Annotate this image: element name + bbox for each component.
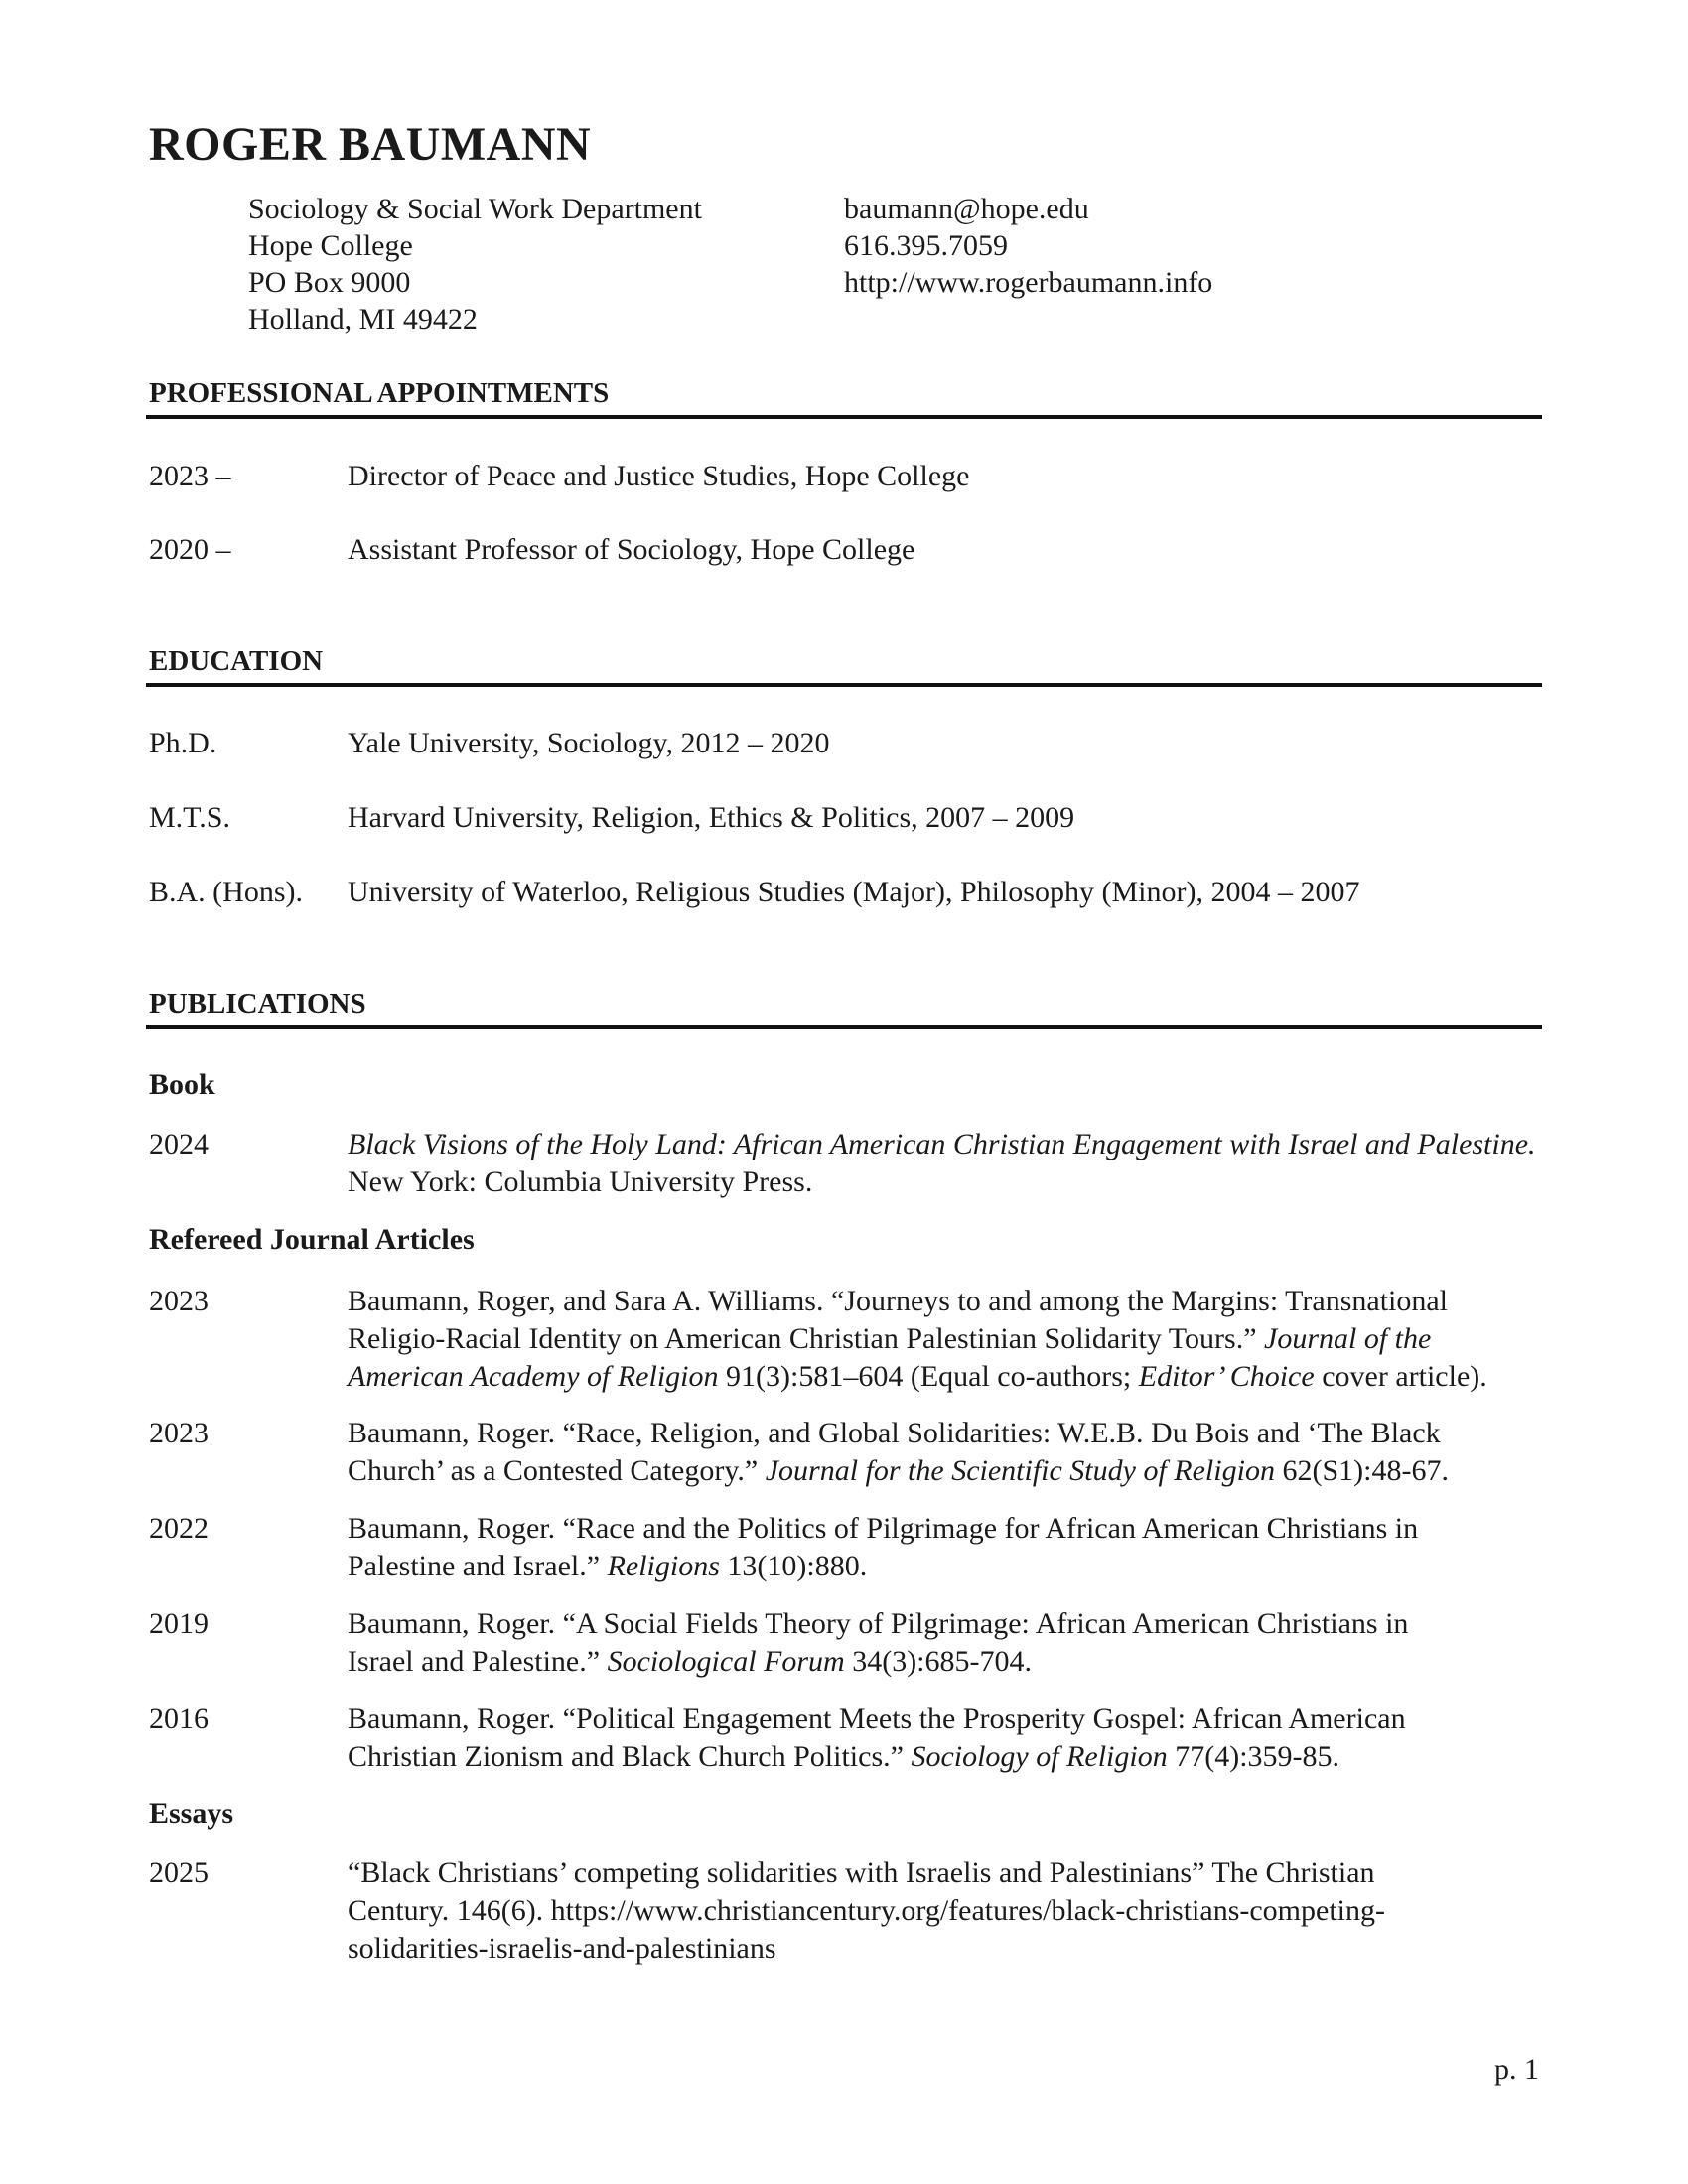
degree: Ph.D.	[149, 727, 217, 759]
address-block	[248, 191, 702, 338]
journal-name: Sociology of Religion	[911, 1740, 1168, 1773]
citation-line: Christian Zionism and Black Church Politics.”	[348, 1740, 904, 1773]
citation-line: Church’ as a Contested Category.”	[348, 1454, 759, 1487]
journal-name: Journal for the Scientific Study of Religion	[765, 1454, 1275, 1487]
contact-block	[844, 191, 1212, 301]
email-link[interactable]: baumann@hope.edu	[844, 193, 1089, 225]
website-link[interactable]: http://www.rogerbaumann.info	[844, 266, 1213, 299]
subheading-articles: Refereed Journal Articles	[149, 1223, 475, 1256]
degree: M.T.S.	[149, 801, 230, 834]
publication-year: 2025	[149, 1856, 209, 1889]
section-title-publications: PUBLICATIONS	[149, 988, 366, 1020]
journal-name: Religions	[607, 1550, 720, 1582]
citation-line: Religio-Racial Identity on American Christian Palestinian Solidarity Tours.”	[348, 1322, 1257, 1355]
degree: B.A. (Hons).	[149, 876, 303, 908]
publication-year: 2023	[149, 1285, 209, 1317]
publication-year: 2024	[149, 1128, 209, 1160]
citation-line: Baumann, Roger. “Political Engagement Meets the Prosperity Gospel: African American	[348, 1703, 1406, 1735]
essay-line: “Black Christians’ competing solidarities with Israelis and Palestinians” The Christian	[348, 1856, 1375, 1889]
subheading-book: Book	[149, 1068, 215, 1101]
essay-url[interactable]: solidarities-israelis-and-palestinians	[348, 1932, 776, 1965]
citation-detail: 77(4):359-85.	[1175, 1740, 1340, 1773]
citation-detail: cover article).	[1322, 1360, 1487, 1393]
citation-line: Palestine and Israel.”	[348, 1550, 601, 1582]
cv-name: ROGER BAUMANN	[149, 118, 592, 171]
journal-name: Journal of the	[1264, 1322, 1432, 1355]
citation-line: Baumann, Roger. “Race, Religion, and Global Solidarities: W.E.B. Du Bois and ‘The Black	[348, 1417, 1441, 1449]
appointment-title: Assistant Professor of Sociology, Hope College	[348, 533, 915, 566]
section-divider	[146, 415, 1542, 419]
citation-detail: 91(3):581–604 (Equal co-authors;	[726, 1360, 1132, 1393]
journal-name: Sociological Forum	[607, 1645, 845, 1678]
section-title-appointments: PROFESSIONAL APPOINTMENTS	[149, 377, 610, 409]
citation-detail: 13(10):880.	[727, 1550, 868, 1582]
citation-line: Baumann, Roger. “A Social Fields Theory of Pilgrimage: African American Christians in	[348, 1607, 1409, 1640]
citation-line: Baumann, Roger. “Race and the Politics of Pilgrimage for African American Christians in	[348, 1512, 1419, 1545]
degree-detail: Harvard University, Religion, Ethics & Politics, 2007 – 2009	[348, 801, 1075, 834]
citation-line: Baumann, Roger, and Sara A. Williams. “Journeys to and among the Margins: Transnational	[348, 1285, 1449, 1317]
publication-year: 2023	[149, 1417, 209, 1449]
citation-detail: 62(S1):48-67.	[1282, 1454, 1449, 1487]
book-title: Black Visions of the Holy Land: African American Christian Engagement with Israel and Palestine.	[348, 1128, 1536, 1160]
page-number: p. 1	[1494, 2053, 1539, 2086]
book-publisher: New York: Columbia University Press.	[348, 1165, 813, 1198]
editor-choice-label: Editor’ Choice	[1138, 1360, 1315, 1393]
degree-detail: University of Waterloo, Religious Studies (Major), Philosophy (Minor), 2004 – 2007	[348, 876, 1360, 908]
section-divider	[146, 683, 1542, 687]
phone: 616.395.7059	[844, 229, 1008, 262]
appointment-year: 2020 –	[149, 533, 231, 566]
publication-year: 2022	[149, 1512, 209, 1545]
po-box: PO Box 9000	[248, 266, 411, 299]
essay-url[interactable]: Century. 146(6). https://www.christiancentury.org/features/black-christians-competing-	[348, 1894, 1385, 1927]
citation-detail: 34(3):685-704.	[852, 1645, 1033, 1678]
department: Sociology & Social Work Department	[248, 193, 702, 225]
publication-year: 2016	[149, 1703, 209, 1735]
citation-line: Israel and Palestine.”	[348, 1645, 601, 1678]
publication-year: 2019	[149, 1607, 209, 1640]
degree-detail: Yale University, Sociology, 2012 – 2020	[348, 727, 830, 759]
subheading-essays: Essays	[149, 1797, 234, 1830]
appointment-year: 2023 –	[149, 460, 231, 492]
institution: Hope College	[248, 229, 413, 262]
journal-name: American Academy of Religion	[348, 1360, 719, 1393]
section-title-education: EDUCATION	[149, 645, 324, 677]
city-state: Holland, MI 49422	[248, 303, 478, 336]
section-divider	[146, 1025, 1542, 1029]
appointment-title: Director of Peace and Justice Studies, Hope College	[348, 460, 970, 492]
